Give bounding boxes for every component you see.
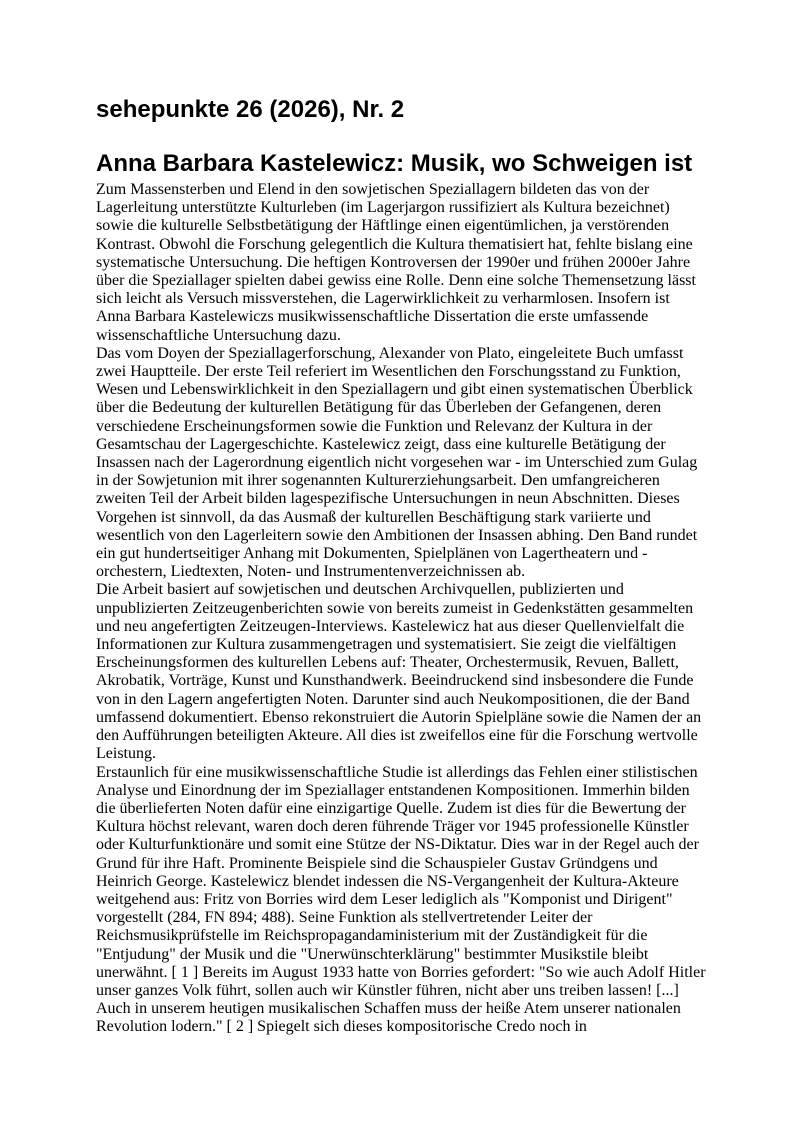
article-body: [96, 181, 706, 1037]
document-page: [96, 96, 706, 1037]
paragraph-critique: Erstaunlich für eine musikwissenschaftliche Studie ist allerdings das Fehlen einer stilistischen Analyse und Einordnung der im Speziallager entstandenen Kompositionen. Immerhin bilden die überlieferten Noten dafür eine einzigartige Quelle. Zudem ist dies für die Bewertung der Kultura höchst relevant, waren doch deren führende Träger vor 1945 professionelle Künstler oder Kulturfunktionäre und somit eine Stütze der NS-Diktatur. Dies war in der Regel auch der Grund für ihre Haft. Prominente Beispiele sind die Schauspieler Gustav Gründgens und Heinrich George. Kastelewicz blendet indessen die NS-Vergangenheit der Kultura-Akteure weitgehend aus: Fritz von Borries wird dem Leser lediglich als "Komponist und Dirigent" vorgestellt (284, FN 894; 488). Seine Funktion als stellvertretender Leiter der Reichsmusikprüfstelle im Reichspropagandaministerium mit der Zuständigkeit für die "Entjudung" der Musik und die "Unerwünschterklärung" bestimmter Musikstile bleibt unerwähnt. [ 1 ] Bereits im August 1933 hatte von Borries gefordert: "So wie auch Adolf Hitler unser ganzes Volk führt, sollen auch wir Künstler führen, nicht aber uns treiben lassen! [...] Auch in unserem heutigen musikalischen Schaffen muss der heiße Atem unserer nationalen Revolution lodern." [ 2 ] Spiegelt sich dieses kompositorische Credo noch in: [96, 763, 706, 1036]
paragraph-structure: Das vom Doyen der Speziallagerforschung, Alexander von Plato, eingeleitete Buch umfasst zwei Hauptteile. Der erste Teil referiert im Wesentlichen den Forschungsstand zu Funktion, Wesen und Lebenswirklichkeit in den Speziallagern und gibt einen systematischen Überblick über die Bedeutung der kulturellen Betätigung für das Überleben der Gefangenen, deren verschiedene Erscheinungsformen sowie die Funktion und Relevanz der Kultura in der Gesamtschau der Lagergeschichte. Kastelewicz zeigt, dass eine kulturelle Betätigung der Insassen nach der Lagerordnung eigentlich nicht vorgesehen war - im Unterschied zum Gulag in der Sowjetunion mit ihrer sogenannten Kulturerziehungsarbeit. Den umfangreicheren zweiten Teil der Arbeit bilden lagespezifische Untersuchungen in neun Abschnitten. Dieses Vorgehen ist sinnvoll, da das Ausmaß der kulturellen Beschäftigung stark variierte und wesentlich von den Lagerleitern sowie den Ambitionen der Insassen abhing. Den Band rundet ein gut hundertseitiger Anhang mit Dokumenten, Spielplänen von Lagertheatern und -orchestern, Liedtexten, Noten- und Instrumentenverzeichnissen ab.: [96, 344, 698, 581]
journal-issue-heading: sehepunkte 26 (2026), Nr. 2: [96, 96, 405, 123]
paragraph-sources: Die Arbeit basiert auf sowjetischen und deutschen Archivquellen, publizierten und unpublizierten Zeitzeugenberichten sowie von bereits zumeist in Gedenkstätten gesammelten und neu angefertigten Zeitzeugen-Interviews. Kastelewicz hat aus dieser Quellenvielfalt die Informationen zur Kultura zusammengetragen und systematisiert. Sie zeigt die vielfältigen Erscheinungsformen des kulturellen Lebens auf: Theater, Orchestermusik, Revuen, Ballett, Akrobatik, Vorträge, Kunst und Kunsthandwerk. Beeindruckend sind insbesondere die Funde von in den Lagern angefertigten Noten. Darunter sind auch Neukompositionen, die der Band umfassend dokumentiert. Ebenso rekonstruiert die Autorin Spielpläne sowie die Namen der an den Aufführungen beteiligten Akteure. All dies ist zweifellos eine für die Forschung wertvolle Leistung.: [96, 581, 702, 763]
paragraph-intro: Zum Massensterben und Elend in den sowjetischen Speziallagern bildeten das von der Lagerleitung unterstützte Kulturleben (im Lagerjargon russifiziert als Kultura bezeichnet) sowie die kulturelle Selbstbetätigung der Häftlinge einen eigentümlichen, ja verstörenden Kontrast. Obwohl die Forschung gelegentlich die Kultura thematisiert hat, fehlte bislang eine systematische Untersuchung. Die heftigen Kontroversen der 1990er und frühen 2000er Jahre über die Speziallager spielten dabei gewiss eine Rolle. Denn eine solche Themensetzung lässt sich leicht als Versuch missverstehen, die Lagerwirklichkeit zu verharmlosen. Insofern ist Anna Barbara Kastelewiczs musikwissenschaftliche Dissertation die erste umfassende wissenschaftliche Untersuchung dazu.: [96, 181, 696, 344]
article-title: Anna Barbara Kastelewicz: Musik, wo Schweigen ist: [96, 150, 693, 177]
